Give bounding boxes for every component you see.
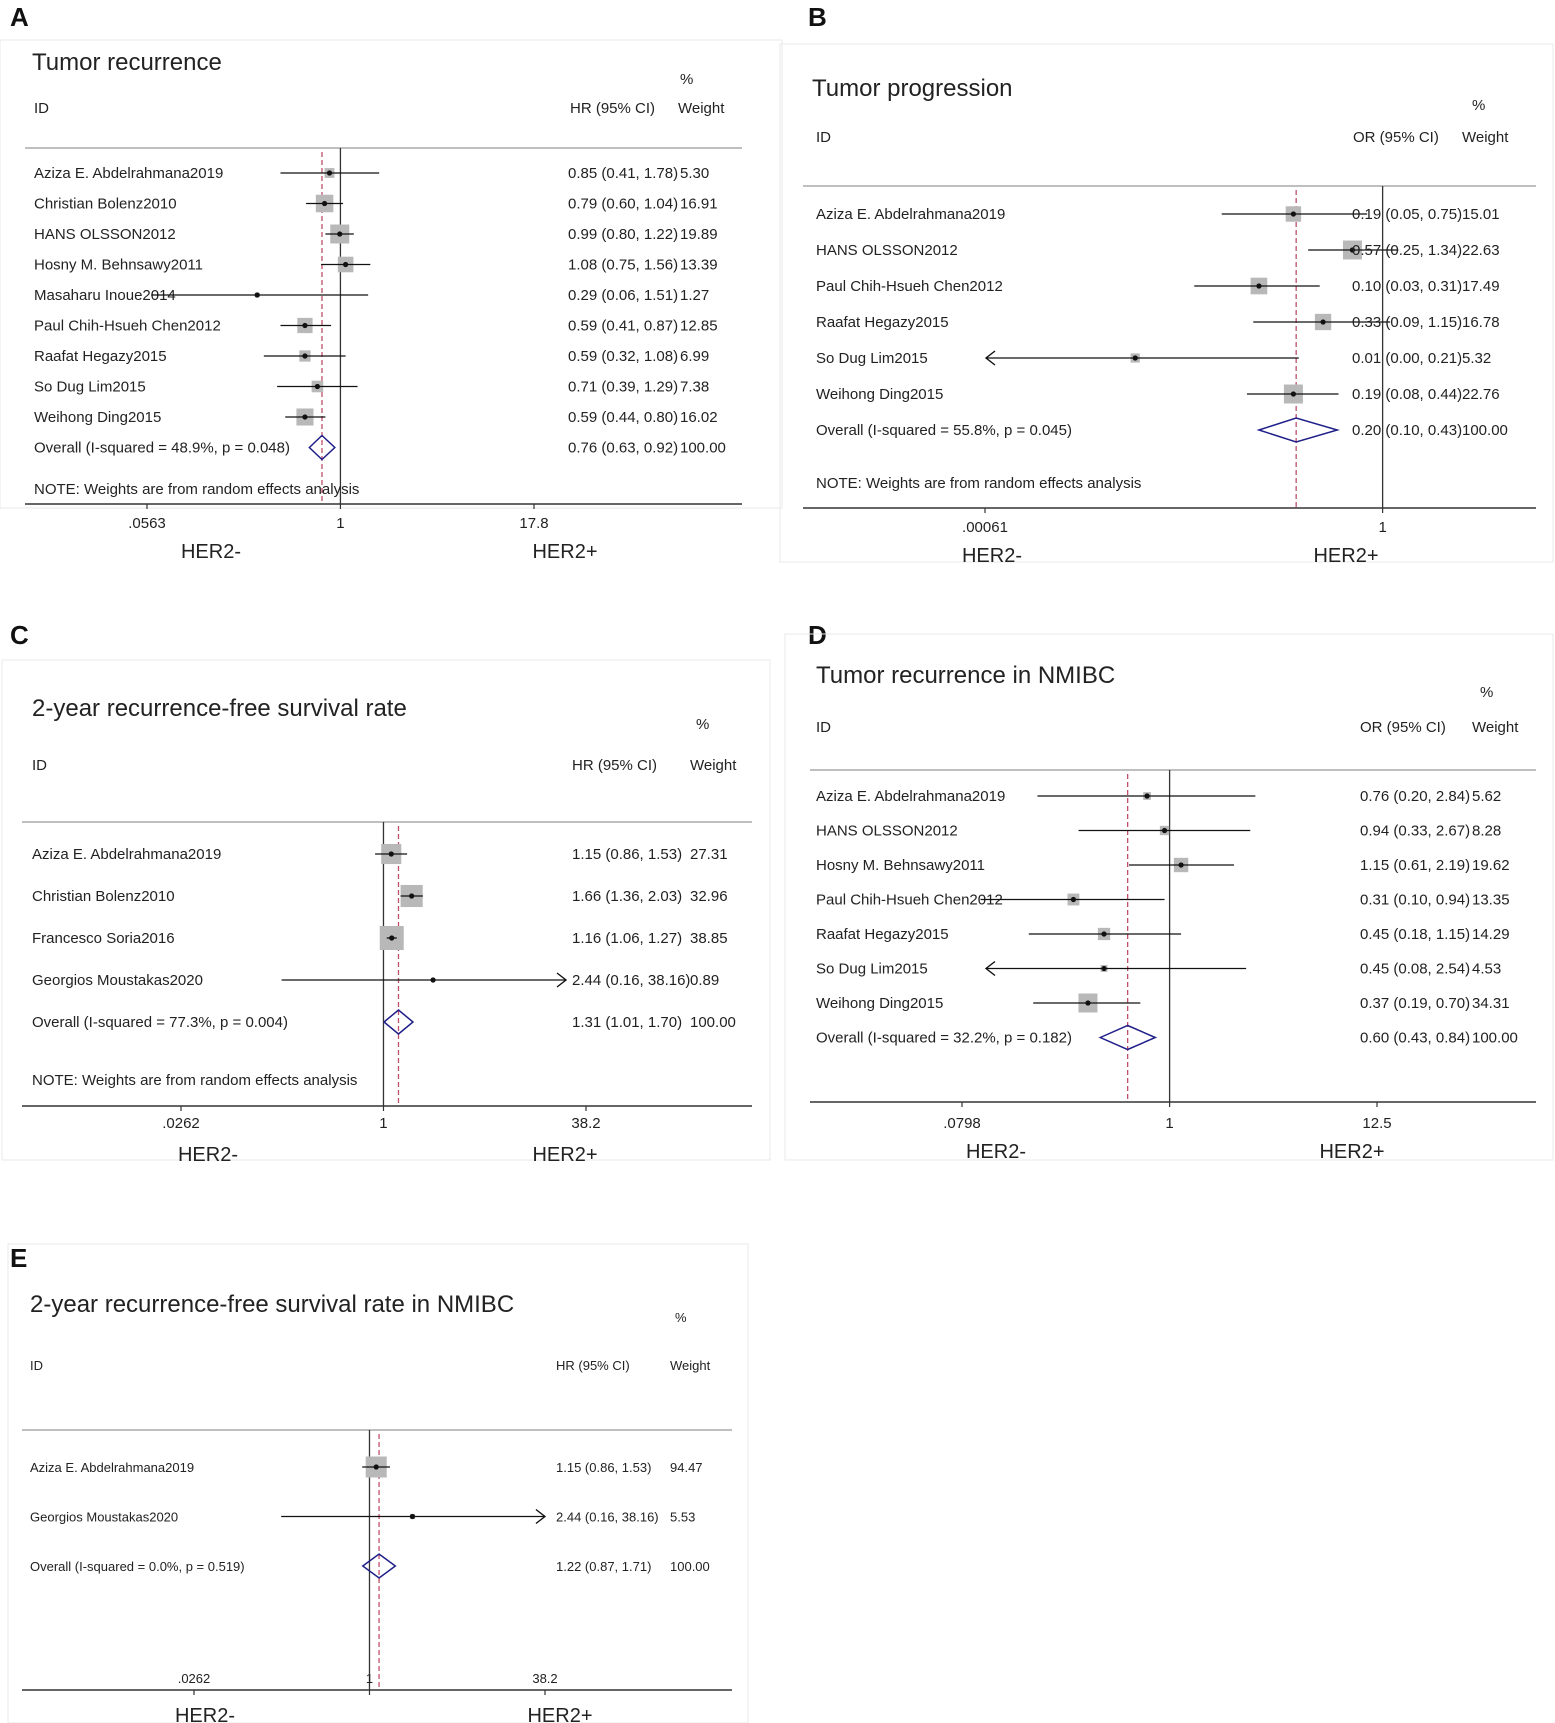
- overall-weight: 100.00: [1472, 1029, 1518, 1047]
- forest-panel-b: [780, 44, 1555, 567]
- study-name: So Dug Lim2015: [816, 960, 928, 978]
- study-row: [816, 961, 1501, 978]
- study-name: Georgios Moustakas2020: [30, 1509, 179, 1525]
- panel-letter-c: C: [10, 620, 29, 650]
- weight-header-percent: %: [1480, 684, 1494, 701]
- study-name: Paul Chih-Hsueh Chen2012: [34, 317, 221, 335]
- weight-value: 8.28: [1472, 822, 1502, 840]
- study-name: HANS OLSSON2012: [34, 226, 176, 243]
- study-row: [816, 823, 1501, 840]
- study-row: [34, 165, 709, 182]
- study-name: Weihong Ding2015: [816, 386, 944, 403]
- point-estimate: [1133, 355, 1138, 360]
- study-name: Christian Bolenz2010: [34, 195, 177, 213]
- study-row: [816, 206, 1500, 223]
- study-name: Francesco Soria2016: [32, 930, 175, 947]
- study-row: [32, 844, 728, 864]
- point-estimate: [343, 262, 348, 267]
- left-direction-label: HER2-: [180, 541, 242, 563]
- weight-header: Weight: [670, 1358, 711, 1373]
- id-header: ID: [32, 757, 47, 774]
- panel-letter-a: A: [10, 2, 29, 32]
- overall-weight: 100.00: [680, 439, 726, 457]
- ci-text: 0.01 (0.00, 0.21): [1352, 350, 1463, 367]
- study-row: [32, 926, 728, 950]
- ci-text: 1.08 (0.75, 1.56): [568, 256, 679, 274]
- overall-ci-text: 0.76 (0.63, 0.92): [568, 439, 679, 457]
- study-row: [816, 994, 1510, 1013]
- ci-text: 0.59 (0.32, 1.08): [568, 348, 679, 365]
- weight-value: 22.76: [1462, 386, 1500, 403]
- weights-note: NOTE: Weights are from random effects analysis: [34, 481, 360, 498]
- ci-text: 0.45 (0.18, 1.15): [1360, 926, 1471, 943]
- study-name: So Dug Lim2015: [34, 378, 146, 396]
- study-row: [34, 257, 718, 274]
- estimate-header: OR (95% CI): [1360, 719, 1446, 736]
- point-estimate: [322, 201, 327, 206]
- ci-text: 1.15 (0.61, 2.19): [1360, 857, 1471, 874]
- right-direction-label: HER2+: [532, 541, 598, 563]
- weight-value: 17.49: [1462, 278, 1500, 295]
- weight-value: 13.39: [680, 256, 718, 274]
- right-direction-label: HER2+: [532, 1144, 598, 1166]
- study-name: HANS OLSSON2012: [816, 822, 958, 840]
- point-estimate: [409, 893, 414, 898]
- study-name: Raafat Hegazy2015: [816, 926, 949, 943]
- study-name: So Dug Lim2015: [816, 350, 928, 367]
- overall-row: [816, 1026, 1518, 1050]
- study-row: [34, 318, 718, 335]
- forest-panel-a: [0, 40, 782, 563]
- ci-text: 0.37 (0.19, 0.70): [1360, 995, 1471, 1012]
- overall-diamond: [1259, 418, 1337, 442]
- ci-text: 0.79 (0.60, 1.04): [568, 195, 679, 213]
- study-row: [816, 241, 1500, 260]
- point-estimate: [1320, 319, 1325, 324]
- point-estimate: [1162, 828, 1167, 833]
- study-row: [34, 225, 718, 244]
- study-row: [816, 857, 1510, 874]
- ci-text: 0.19 (0.08, 0.44): [1352, 386, 1463, 403]
- overall-ci-text: 0.20 (0.10, 0.43): [1352, 422, 1463, 439]
- study-row: [32, 972, 719, 989]
- overall-label: Overall (I-squared = 32.2%, p = 0.182): [816, 1029, 1072, 1047]
- estimate-header: HR (95% CI): [570, 100, 656, 117]
- ci-text: 2.44 (0.16, 38.16): [556, 1509, 659, 1525]
- study-row: [816, 385, 1500, 404]
- left-direction-label: HER2-: [174, 1705, 236, 1723]
- overall-ci-text: 1.31 (1.01, 1.70): [572, 1014, 683, 1031]
- point-estimate: [1256, 283, 1261, 288]
- ci-text: 0.94 (0.33, 2.67): [1360, 822, 1471, 840]
- study-name: Weihong Ding2015: [34, 409, 162, 426]
- weight-value: 5.62: [1472, 788, 1502, 805]
- study-row: [816, 278, 1500, 295]
- panel-letter-d: D: [808, 620, 827, 650]
- weight-value: 32.96: [690, 888, 728, 905]
- study-name: Paul Chih-Hsueh Chen2012: [816, 891, 1003, 909]
- study-row: [816, 350, 1491, 367]
- id-header: ID: [816, 129, 831, 146]
- study-row: [816, 788, 1501, 805]
- forest-panel-d: [785, 634, 1553, 1163]
- point-estimate: [374, 1464, 379, 1469]
- ci-text: 0.33 (0.09, 1.15): [1352, 314, 1463, 331]
- weight-header: Weight: [1462, 129, 1509, 146]
- study-name: Raafat Hegazy2015: [34, 348, 167, 365]
- weight-value: 12.85: [680, 317, 718, 335]
- ci-text: 1.15 (0.86, 1.53): [572, 846, 683, 863]
- estimate-header: HR (95% CI): [572, 757, 658, 774]
- x-tick-label: .0262: [162, 1115, 200, 1132]
- study-name: Aziza E. Abdelrahmana2019: [32, 846, 222, 863]
- weight-header: Weight: [1472, 719, 1519, 736]
- point-estimate: [1178, 862, 1183, 867]
- overall-label: Overall (I-squared = 0.0%, p = 0.519): [30, 1559, 245, 1574]
- x-tick-label: 38.2: [571, 1115, 601, 1132]
- x-tick-label: .0262: [177, 1671, 211, 1686]
- weight-value: 7.38: [680, 378, 710, 396]
- weight-value: 5.53: [670, 1509, 696, 1525]
- right-direction-label: HER2+: [1319, 1141, 1385, 1163]
- ci-text: 0.59 (0.44, 0.80): [568, 409, 679, 426]
- weight-value: 16.91: [680, 195, 718, 213]
- right-direction-label: HER2+: [1313, 545, 1379, 567]
- overall-label: Overall (I-squared = 55.8%, p = 0.045): [816, 422, 1072, 439]
- weight-value: 94.47: [670, 1460, 703, 1475]
- weight-value: 38.85: [690, 930, 728, 947]
- ci-text: 0.10 (0.03, 0.31): [1352, 278, 1463, 295]
- study-name: Hosny M. Behnsawy2011: [34, 256, 203, 274]
- weight-header-percent: %: [1472, 97, 1486, 114]
- overall-weight: 100.00: [670, 1559, 710, 1574]
- study-name: Georgios Moustakas2020: [32, 972, 203, 989]
- x-tick-label: 17.8: [519, 515, 549, 532]
- chart-title: Tumor recurrence in NMIBC: [816, 662, 1116, 689]
- study-name: Christian Bolenz2010: [32, 888, 175, 905]
- study-name: Weihong Ding2015: [816, 995, 944, 1012]
- overall-weight: 100.00: [690, 1014, 736, 1031]
- left-direction-label: HER2-: [177, 1144, 239, 1166]
- chart-title: 2-year recurrence-free survival rate: [32, 695, 407, 722]
- x-tick-label: 1: [1378, 519, 1387, 536]
- weight-header-percent: %: [696, 716, 710, 733]
- study-row: [34, 348, 709, 365]
- overall-ci-text: 1.22 (0.87, 1.71): [556, 1559, 652, 1574]
- chart-title: 2-year recurrence-free survival rate in NMIBC: [30, 1291, 515, 1318]
- weights-note: NOTE: Weights are from random effects analysis: [32, 1072, 358, 1089]
- id-header: ID: [34, 100, 49, 117]
- chart-title: Tumor recurrence: [32, 49, 222, 76]
- ci-text: 0.99 (0.80, 1.22): [568, 226, 679, 243]
- ci-text: 0.29 (0.06, 1.51): [568, 287, 679, 304]
- overall-weight: 100.00: [1462, 422, 1508, 439]
- left-direction-label: HER2-: [965, 1141, 1027, 1163]
- right-direction-label: HER2+: [527, 1705, 593, 1723]
- weight-value: 14.29: [1472, 926, 1510, 943]
- ci-text: 0.76 (0.20, 2.84): [1360, 788, 1471, 805]
- weight-value: 19.89: [680, 226, 718, 243]
- x-tick-label: 38.2: [532, 1671, 558, 1686]
- panel-letter-e: E: [10, 1243, 28, 1273]
- ci-text: 0.57 (0.25, 1.34): [1352, 242, 1463, 259]
- ci-text: 1.66 (1.36, 2.03): [572, 888, 683, 905]
- point-estimate: [327, 170, 332, 175]
- study-row: [30, 1510, 695, 1525]
- ci-text: 1.16 (1.06, 1.27): [572, 930, 683, 947]
- weight-value: 16.02: [680, 409, 718, 426]
- study-row: [34, 408, 718, 426]
- weight-value: 0.89: [690, 972, 720, 989]
- weight-value: 16.78: [1462, 314, 1500, 331]
- point-estimate: [1291, 211, 1296, 216]
- weight-value: 13.35: [1472, 891, 1510, 909]
- study-name: Masaharu Inoue2014: [34, 287, 176, 304]
- ci-text: 0.45 (0.08, 2.54): [1360, 960, 1471, 978]
- estimate-header: OR (95% CI): [1353, 129, 1439, 146]
- point-estimate: [389, 935, 394, 940]
- x-tick-label: 12.5: [1362, 1115, 1392, 1132]
- weight-value: 5.30: [680, 165, 710, 182]
- point-estimate: [1144, 793, 1149, 798]
- point-estimate: [302, 353, 307, 358]
- study-row: [816, 314, 1500, 331]
- weight-value: 1.27: [680, 287, 710, 304]
- ci-text: 0.31 (0.10, 0.94): [1360, 891, 1471, 909]
- study-name: Aziza E. Abdelrahmana2019: [816, 788, 1006, 805]
- forest-panel-e: [8, 1244, 748, 1723]
- study-row: [30, 1457, 703, 1478]
- study-name: Hosny M. Behnsawy2011: [816, 857, 985, 874]
- study-name: Aziza E. Abdelrahmana2019: [34, 165, 224, 182]
- x-tick-label: .0563: [128, 515, 166, 532]
- point-estimate: [1101, 931, 1106, 936]
- overall-row: [816, 418, 1508, 442]
- x-tick-label: .00061: [962, 519, 1008, 536]
- weights-note: NOTE: Weights are from random effects analysis: [816, 475, 1142, 492]
- x-tick-label: 1: [365, 1671, 374, 1686]
- ci-text: 0.19 (0.05, 0.75): [1352, 206, 1463, 223]
- study-row: [34, 287, 709, 304]
- weight-value: 15.01: [1462, 206, 1500, 223]
- study-name: Aziza E. Abdelrahmana2019: [30, 1460, 195, 1475]
- point-estimate: [410, 1514, 415, 1519]
- study-row: [34, 379, 709, 396]
- weight-header: Weight: [690, 757, 737, 774]
- study-row: [34, 195, 718, 213]
- x-tick-label: 1: [1165, 1115, 1174, 1132]
- left-direction-label: HER2-: [961, 545, 1023, 567]
- study-row: [816, 926, 1510, 943]
- ci-text: 0.71 (0.39, 1.29): [568, 378, 679, 396]
- id-header: ID: [816, 719, 831, 736]
- point-estimate: [1085, 1000, 1090, 1005]
- x-tick-label: 1: [336, 515, 345, 532]
- point-estimate: [255, 292, 260, 297]
- weight-header-percent: %: [675, 1310, 687, 1325]
- study-row: [32, 885, 728, 907]
- point-estimate: [389, 851, 394, 856]
- x-tick-label: .0798: [943, 1115, 981, 1132]
- point-estimate: [1101, 966, 1106, 971]
- panel-frame: [0, 40, 782, 508]
- point-estimate: [302, 414, 307, 419]
- weight-value: 5.32: [1462, 350, 1492, 367]
- study-row: [816, 892, 1510, 909]
- overall-label: Overall (I-squared = 48.9%, p = 0.048): [34, 439, 290, 457]
- weight-value: 4.53: [1472, 960, 1502, 978]
- weight-header-percent: %: [680, 71, 694, 88]
- weight-header: Weight: [678, 100, 725, 117]
- overall-diamond: [1100, 1026, 1155, 1050]
- overall-row: [34, 436, 726, 460]
- point-estimate: [1291, 391, 1296, 396]
- weight-value: 6.99: [680, 348, 710, 365]
- x-tick-label: 1: [379, 1115, 388, 1132]
- point-estimate: [337, 231, 342, 236]
- weight-value: 34.31: [1472, 995, 1510, 1012]
- estimate-header: HR (95% CI): [556, 1358, 630, 1373]
- ci-text: 1.15 (0.86, 1.53): [556, 1460, 652, 1475]
- forest-panel-c: [2, 660, 770, 1166]
- weight-value: 27.31: [690, 846, 728, 863]
- study-name: Raafat Hegazy2015: [816, 314, 949, 331]
- weight-value: 22.63: [1462, 242, 1500, 259]
- study-name: Aziza E. Abdelrahmana2019: [816, 206, 1006, 223]
- point-estimate: [302, 323, 307, 328]
- ci-text: 2.44 (0.16, 38.16): [572, 972, 691, 989]
- overall-label: Overall (I-squared = 77.3%, p = 0.004): [32, 1014, 288, 1031]
- id-header: ID: [30, 1358, 43, 1373]
- ci-text: 0.59 (0.41, 0.87): [568, 317, 679, 335]
- point-estimate: [1071, 897, 1076, 902]
- ci-text: 0.85 (0.41, 1.78): [568, 165, 679, 182]
- chart-title: Tumor progression: [812, 75, 1013, 102]
- point-estimate: [315, 384, 320, 389]
- overall-diamond: [309, 436, 334, 460]
- point-estimate: [430, 977, 435, 982]
- overall-ci-text: 0.60 (0.43, 0.84): [1360, 1029, 1471, 1047]
- weight-value: 19.62: [1472, 857, 1510, 874]
- panel-letter-b: B: [808, 2, 827, 32]
- study-name: HANS OLSSON2012: [816, 242, 958, 259]
- study-name: Paul Chih-Hsueh Chen2012: [816, 278, 1003, 295]
